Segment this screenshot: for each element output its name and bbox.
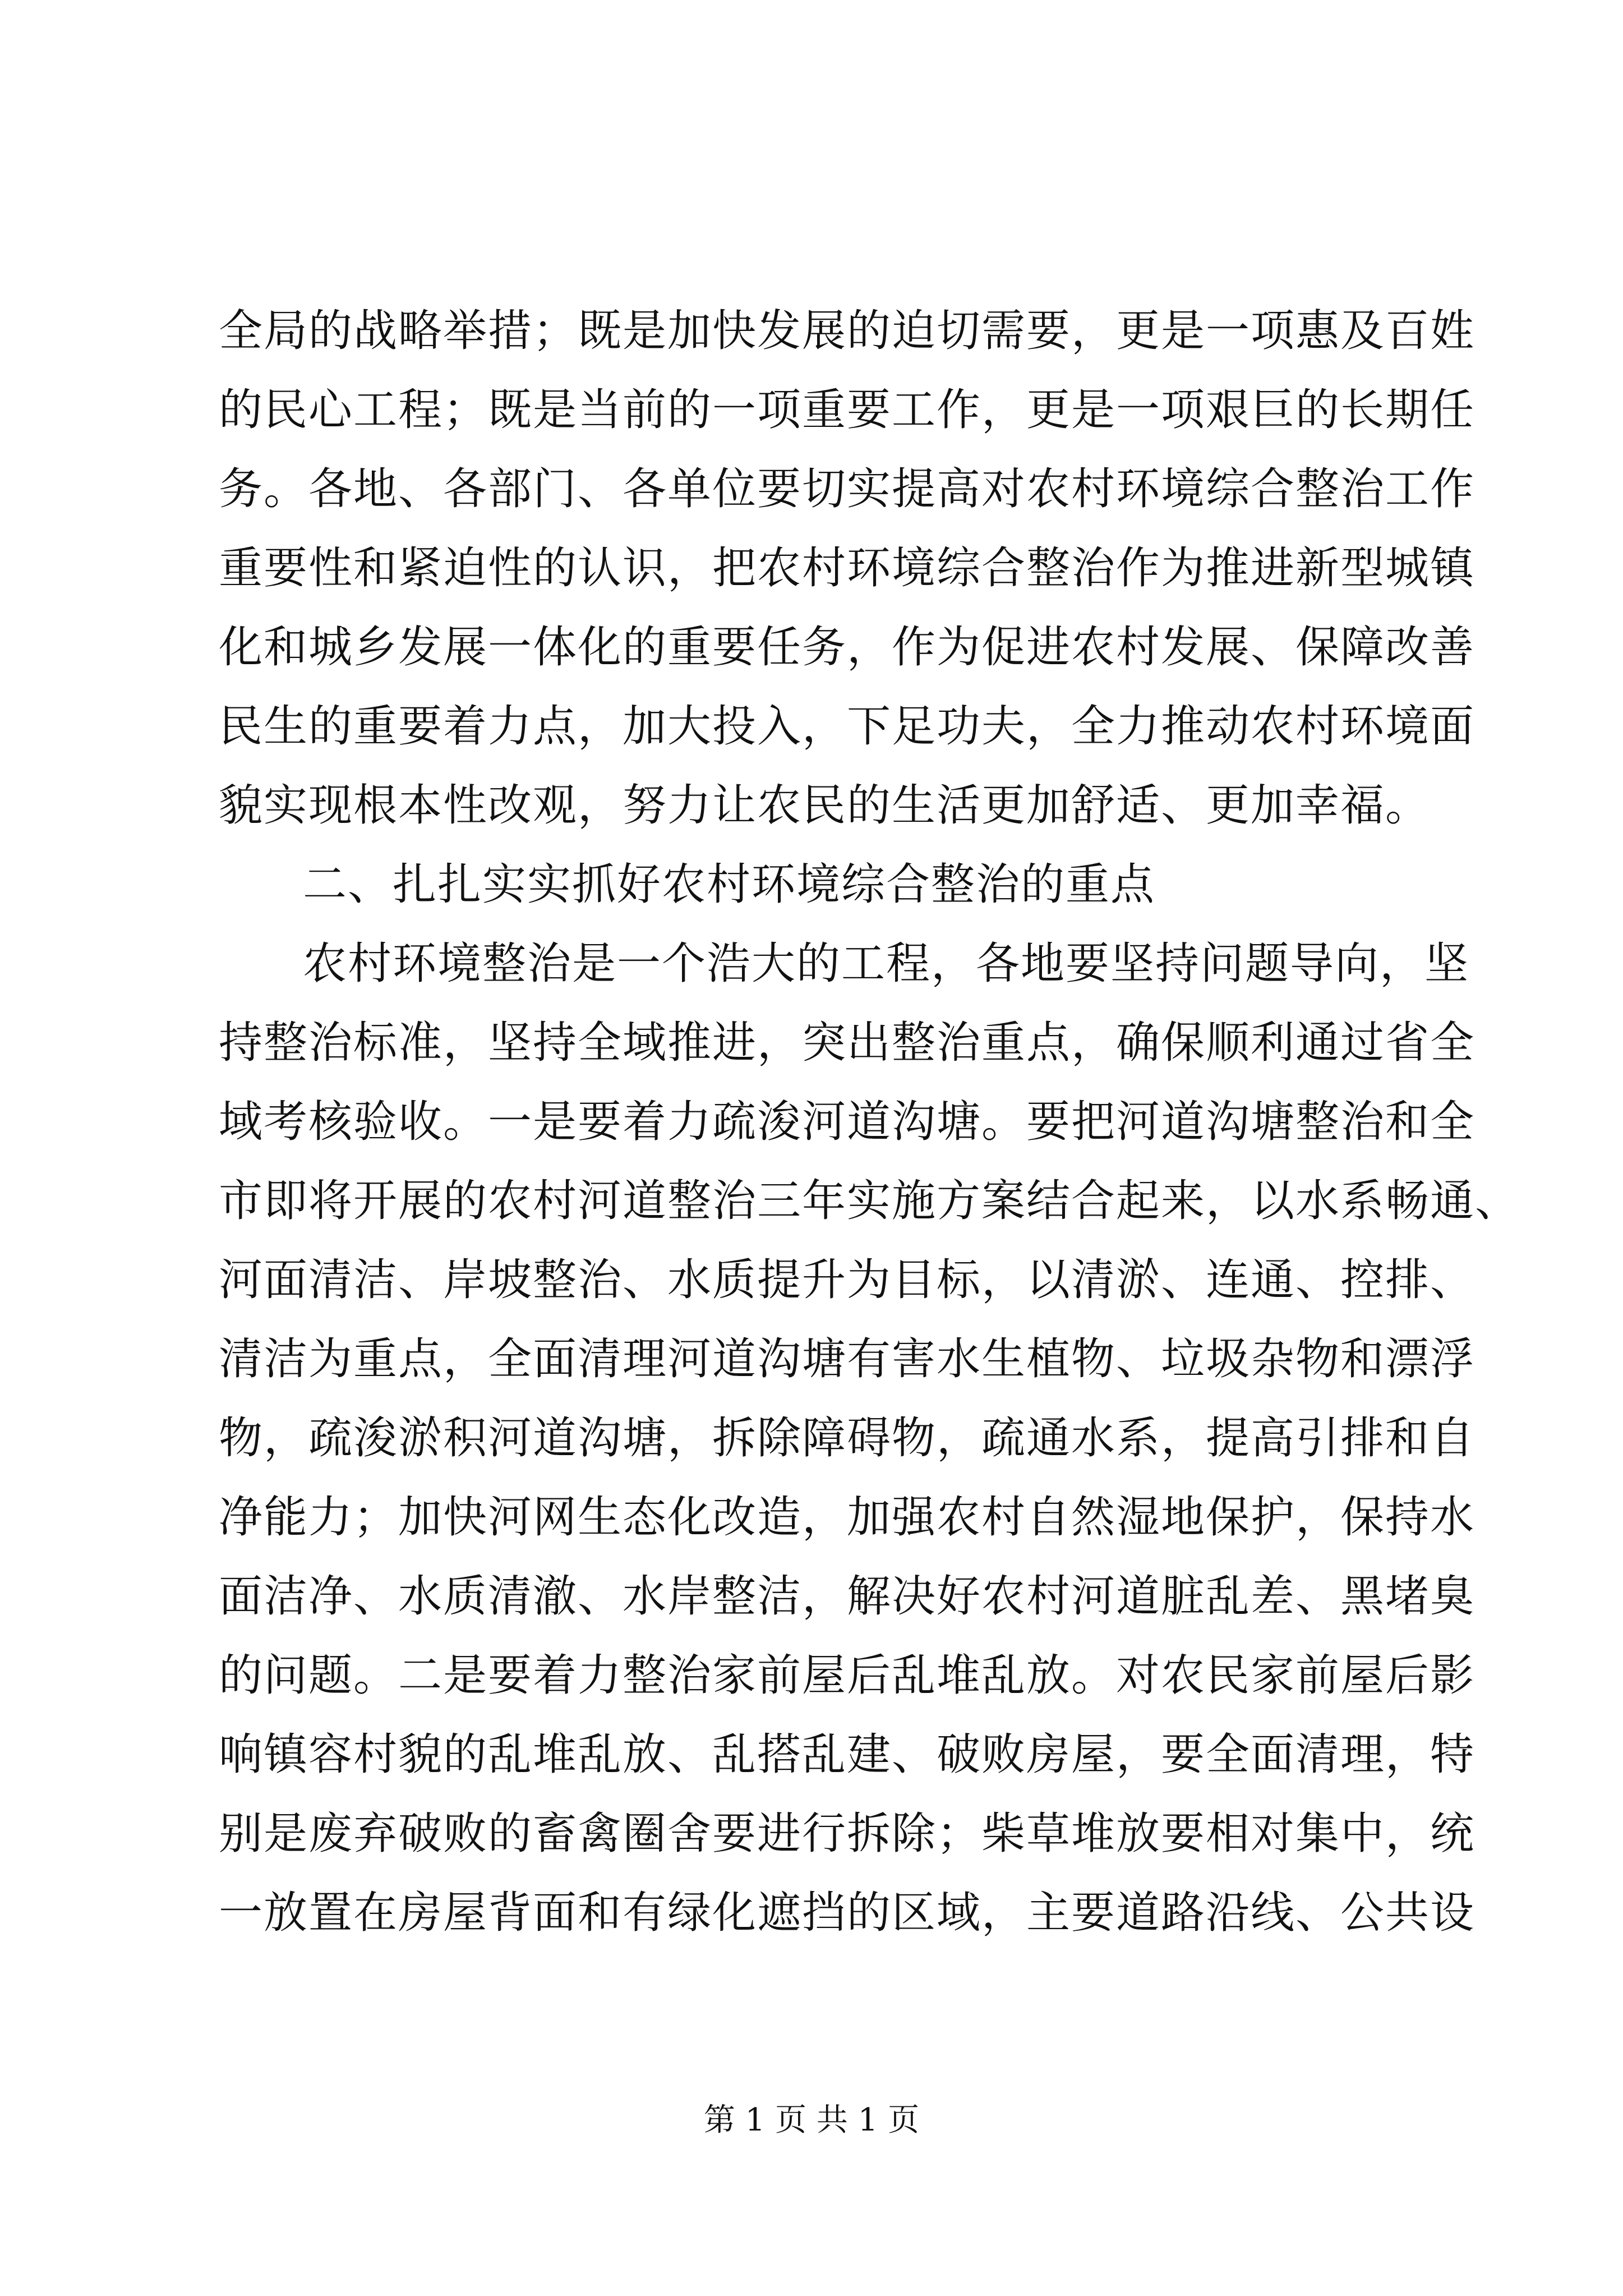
text-line: 的民心工程；既是当前的一项重要工作，更是一项艰巨的长期任: [219, 385, 1476, 435]
text-line: 别是废弃破败的畜禽圈舍要进行拆除；柴草堆放要相对集中，统: [219, 1809, 1476, 1859]
text-line: 一放置在房屋背面和有绿化遮挡的区域，主要道路沿线、公共设: [219, 1888, 1476, 1938]
text-line: 河面清洁、岸坡整治、水质提升为目标，以清淤、连通、控排、: [219, 1255, 1476, 1305]
text-line: 市即将开展的农村河道整治三年实施方案结合起来，以水系畅通、: [219, 1176, 1520, 1226]
section-heading: 二、扎扎实实抓好农村环境综合整治的重点: [303, 859, 1156, 910]
page-number-footer: 第 1 页 共 1 页: [703, 2102, 920, 2138]
text-line: 物，疏浚淤积河道沟塘，拆除障碍物，疏通水系，提高引排和自: [219, 1413, 1476, 1464]
text-line: 净能力；加快河网生态化改造，加强农村自然湿地保护，保持水: [219, 1492, 1476, 1543]
text-line: 清洁为重点，全面清理河道沟塘有害水生植物、垃圾杂物和漂浮: [219, 1334, 1476, 1384]
text-line: 务。各地、各部门、各单位要切实提高对农村环境综合整治工作: [219, 464, 1476, 514]
text-line: 面洁净、水质清澈、水岸整洁，解决好农村河道脏乱差、黑堵臭: [219, 1571, 1476, 1622]
document-body: [219, 292, 1520, 1953]
text-line: 民生的重要着力点，加大投入，下足功夫，全力推动农村环境面: [219, 701, 1476, 752]
paragraph-first-line: 农村环境整治是一个浩大的工程，各地要坚持问题导向，坚: [303, 938, 1470, 989]
text-line: 全局的战略举措；既是加快发展的迫切需要，更是一项惠及百姓: [219, 306, 1476, 356]
text-line: 域考核验收。一是要着力疏浚河道沟塘。要把河道沟塘整治和全: [219, 1097, 1476, 1147]
text-line: 响镇容村貌的乱堆乱放、乱搭乱建、破败房屋，要全面清理，特: [219, 1729, 1476, 1780]
text-line: 持整治标准，坚持全域推进，突出整治重点，确保顺利通过省全: [219, 1018, 1476, 1068]
text-line: 化和城乡发展一体化的重要任务，作为促进农村发展、保障改善: [219, 622, 1476, 673]
text-line: 的问题。二是要着力整治家前屋后乱堆乱放。对农民家前屋后影: [219, 1650, 1476, 1701]
text-line: 重要性和紧迫性的认识，把农村环境综合整治作为推进新型城镇: [219, 543, 1476, 593]
text-line: 貌实现根本性改观，努力让农民的生活更加舒适、更加幸福。: [219, 780, 1431, 831]
